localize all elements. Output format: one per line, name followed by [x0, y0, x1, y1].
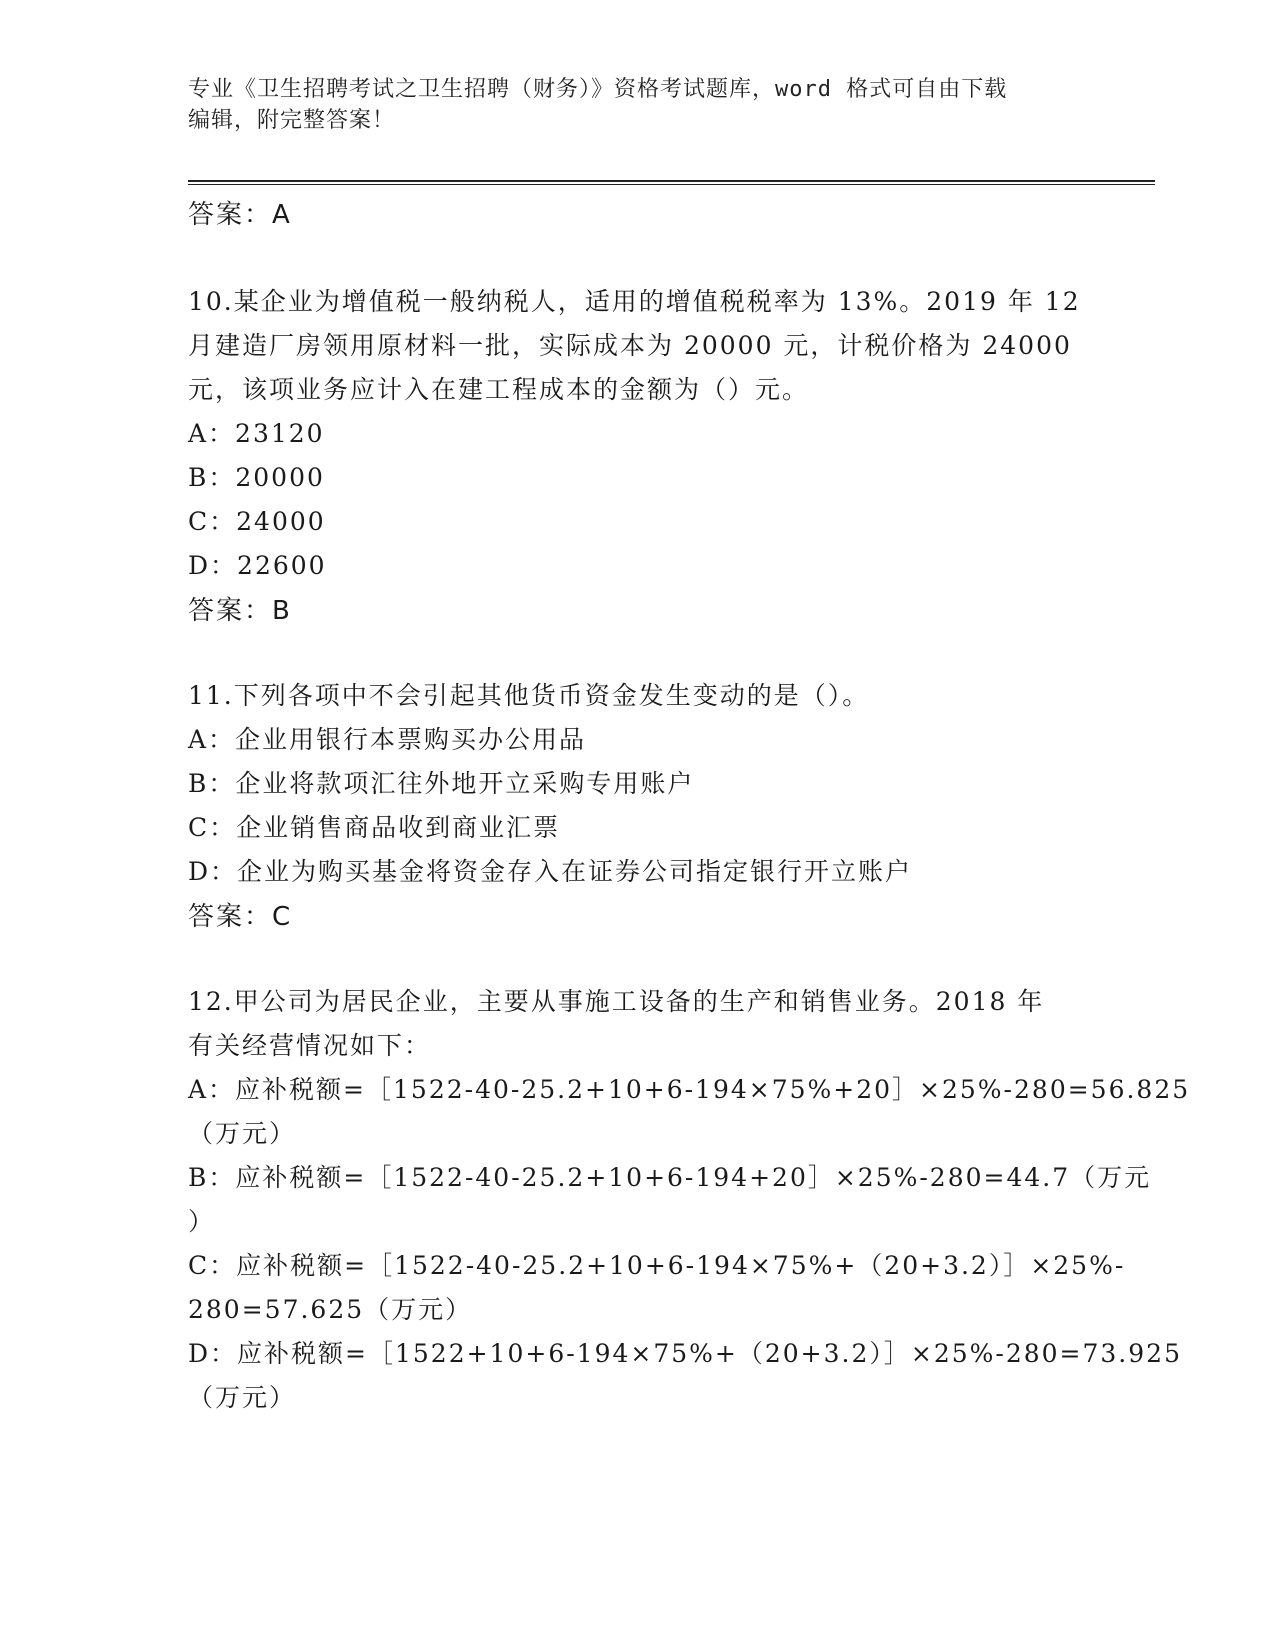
q12-option-a-line-2: （万元）: [188, 1119, 297, 1148]
q10-text-line-3: 元，该项业务应计入在建工程成本的金额为（）元。: [188, 375, 810, 404]
header-divider-thick: [188, 180, 1155, 182]
q12-option-d-line-2: （万元）: [188, 1383, 297, 1412]
q10-option-d: D：22600: [188, 551, 327, 580]
q12-option-c-line-2: 280=57.625（万元）: [188, 1295, 473, 1324]
q12-option-a-line-1: A：应补税额=［1522-40-25.2+10+6-194×75%+20］×25%-280=56.825: [188, 1075, 1191, 1104]
header-divider-thin: [188, 184, 1155, 185]
q11-option-b: B：企业将款项汇往外地开立采购专用账户: [188, 769, 695, 798]
q12-option-d-line-1: D：应补税额=［1522+10+6-194×75%+（20+3.2）］×25%-280=73.925: [188, 1339, 1182, 1368]
header-line-1: 专业《卫生招聘考试之卫生招聘（财务）》资格考试题库，word 格式可自由下载: [188, 77, 1008, 102]
q10-answer: 答案：B: [188, 596, 292, 626]
q10-text-line-2: 月建造厂房领用原材料一批，实际成本为 20000 元，计税价格为 24000: [188, 331, 1072, 360]
header-line-2: 编辑，附完整答案！: [188, 108, 396, 133]
q12-option-b-line-1: B：应补税额=［1522-40-25.2+10+6-194+20］×25%-280=44.7（万元: [188, 1163, 1152, 1192]
q11-option-a: A：企业用银行本票购买办公用品: [188, 725, 587, 754]
q10-text-line-1: 10.某企业为增值税一般纳税人，适用的增值税税率为 13%。2019 年 12: [188, 287, 1081, 316]
q12-option-b-line-2: ）: [188, 1207, 216, 1236]
q11-option-d: D：企业为购买基金将资金存入在证券公司指定银行开立账户: [188, 857, 913, 886]
previous-answer: 答案：A: [188, 200, 292, 230]
q12-text-line-2: 有关经营情况如下：: [188, 1031, 432, 1060]
q11-option-c: C：企业销售商品收到商业汇票: [188, 813, 561, 842]
q10-option-c: C：24000: [188, 507, 326, 536]
document-header: [188, 74, 1068, 136]
q12-option-c-line-1: C：应补税额=［1522-40-25.2+10+6-194×75%+（20+3.2）］×25%-: [188, 1251, 1126, 1280]
q12-text-line-1: 12.甲公司为居民企业，主要从事施工设备的生产和销售业务。2018 年: [188, 987, 1045, 1016]
q11-answer: 答案：C: [188, 902, 293, 932]
q10-option-a: A：23120: [188, 419, 325, 448]
q10-option-b: B：20000: [188, 463, 325, 492]
q11-text-line-1: 11.下列各项中不会引起其他货币资金发生变动的是（）。: [188, 681, 870, 710]
